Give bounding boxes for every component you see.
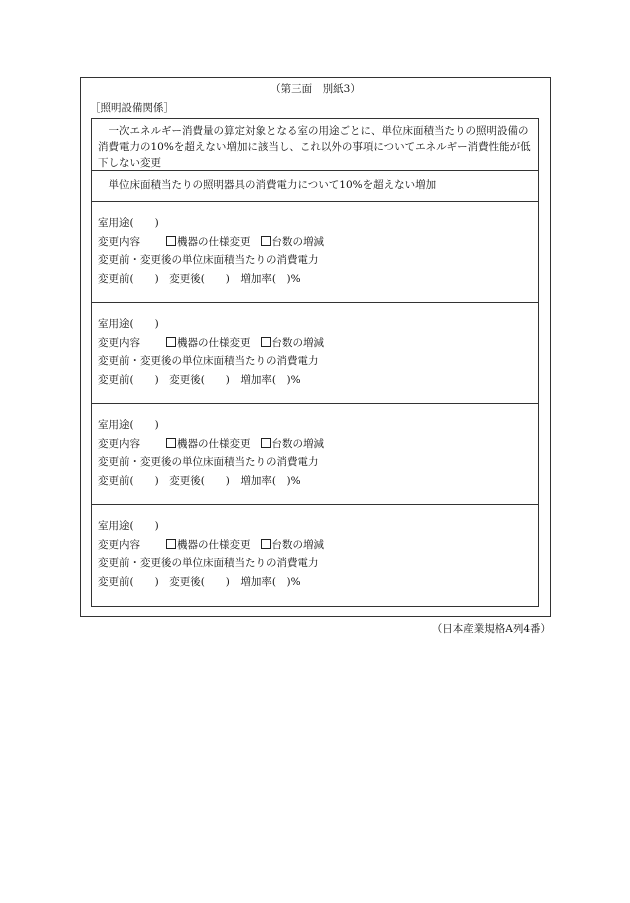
equipment-spec-checkbox[interactable] [166, 337, 176, 347]
unit-increase-label: 台数の増減 [271, 235, 324, 248]
room-use-field[interactable]: 室用途( ) [98, 217, 159, 229]
increase-rate-field[interactable]: 増加率( )% [240, 272, 301, 285]
lighting-change-table [91, 118, 539, 607]
equipment-spec-label: 機器の仕様変更 [177, 538, 251, 551]
change-content-label: 変更内容 [98, 437, 140, 450]
description-text: 一次エネルギー消費量の算定対象となる室の用途ごとに、単位床面積当たりの照明設備の消費電力の10%を超えない増加に該当し、これ以外の事項についてエネルギー消費性能が低下しない変更 [98, 125, 531, 169]
equipment-spec-label: 機器の仕様変更 [177, 336, 251, 349]
unit-increase-label: 台数の増減 [271, 538, 324, 551]
section-label: ［照明設備関係］ [90, 102, 174, 114]
room-use-field[interactable]: 室用途( ) [98, 419, 159, 431]
change-content-label: 変更内容 [98, 235, 140, 248]
room-entry-4 [92, 505, 538, 606]
frame-title: （第三面 別紙3） [270, 83, 361, 95]
before-field[interactable]: 変更前( ) [98, 474, 159, 487]
change-content-label: 変更内容 [98, 336, 140, 349]
room-entry-3 [92, 404, 538, 505]
before-field[interactable]: 変更前( ) [98, 575, 159, 588]
increase-rate-field[interactable]: 増加率( )% [240, 373, 301, 386]
equipment-spec-label: 機器の仕様変更 [177, 235, 251, 248]
increase-rate-field[interactable]: 増加率( )% [240, 575, 301, 588]
power-heading: 変更前・変更後の単位床面積当たりの消費電力 [98, 254, 319, 266]
paper-size-note: （日本産業規格A列4番） [431, 623, 551, 635]
after-field[interactable]: 変更後( ) [169, 373, 230, 386]
room-use-field[interactable]: 室用途( ) [98, 520, 159, 532]
after-field[interactable]: 変更後( ) [169, 272, 230, 285]
room-entry-1 [92, 202, 538, 303]
unit-increase-checkbox[interactable] [261, 539, 271, 549]
equipment-spec-checkbox[interactable] [166, 539, 176, 549]
power-heading: 変更前・変更後の単位床面積当たりの消費電力 [98, 456, 319, 468]
before-field[interactable]: 変更前( ) [98, 373, 159, 386]
after-field[interactable]: 変更後( ) [169, 474, 230, 487]
form-frame [80, 77, 551, 617]
description-cell [92, 119, 538, 171]
equipment-spec-checkbox[interactable] [166, 438, 176, 448]
equipment-spec-checkbox[interactable] [166, 236, 176, 246]
unit-increase-checkbox[interactable] [261, 438, 271, 448]
unit-increase-checkbox[interactable] [261, 236, 271, 246]
power-heading: 変更前・変更後の単位床面積当たりの消費電力 [98, 557, 319, 569]
room-use-field[interactable]: 室用途( ) [98, 318, 159, 330]
summary-cell [92, 171, 538, 202]
increase-rate-field[interactable]: 増加率( )% [240, 474, 301, 487]
power-heading: 変更前・変更後の単位床面積当たりの消費電力 [98, 355, 319, 367]
equipment-spec-label: 機器の仕様変更 [177, 437, 251, 450]
unit-increase-checkbox[interactable] [261, 337, 271, 347]
before-field[interactable]: 変更前( ) [98, 272, 159, 285]
unit-increase-label: 台数の増減 [271, 336, 324, 349]
after-field[interactable]: 変更後( ) [169, 575, 230, 588]
room-entry-2 [92, 303, 538, 404]
change-content-label: 変更内容 [98, 538, 140, 551]
summary-text: 単位床面積当たりの照明器具の消費電力について10%を超えない増加 [108, 179, 437, 191]
unit-increase-label: 台数の増減 [271, 437, 324, 450]
